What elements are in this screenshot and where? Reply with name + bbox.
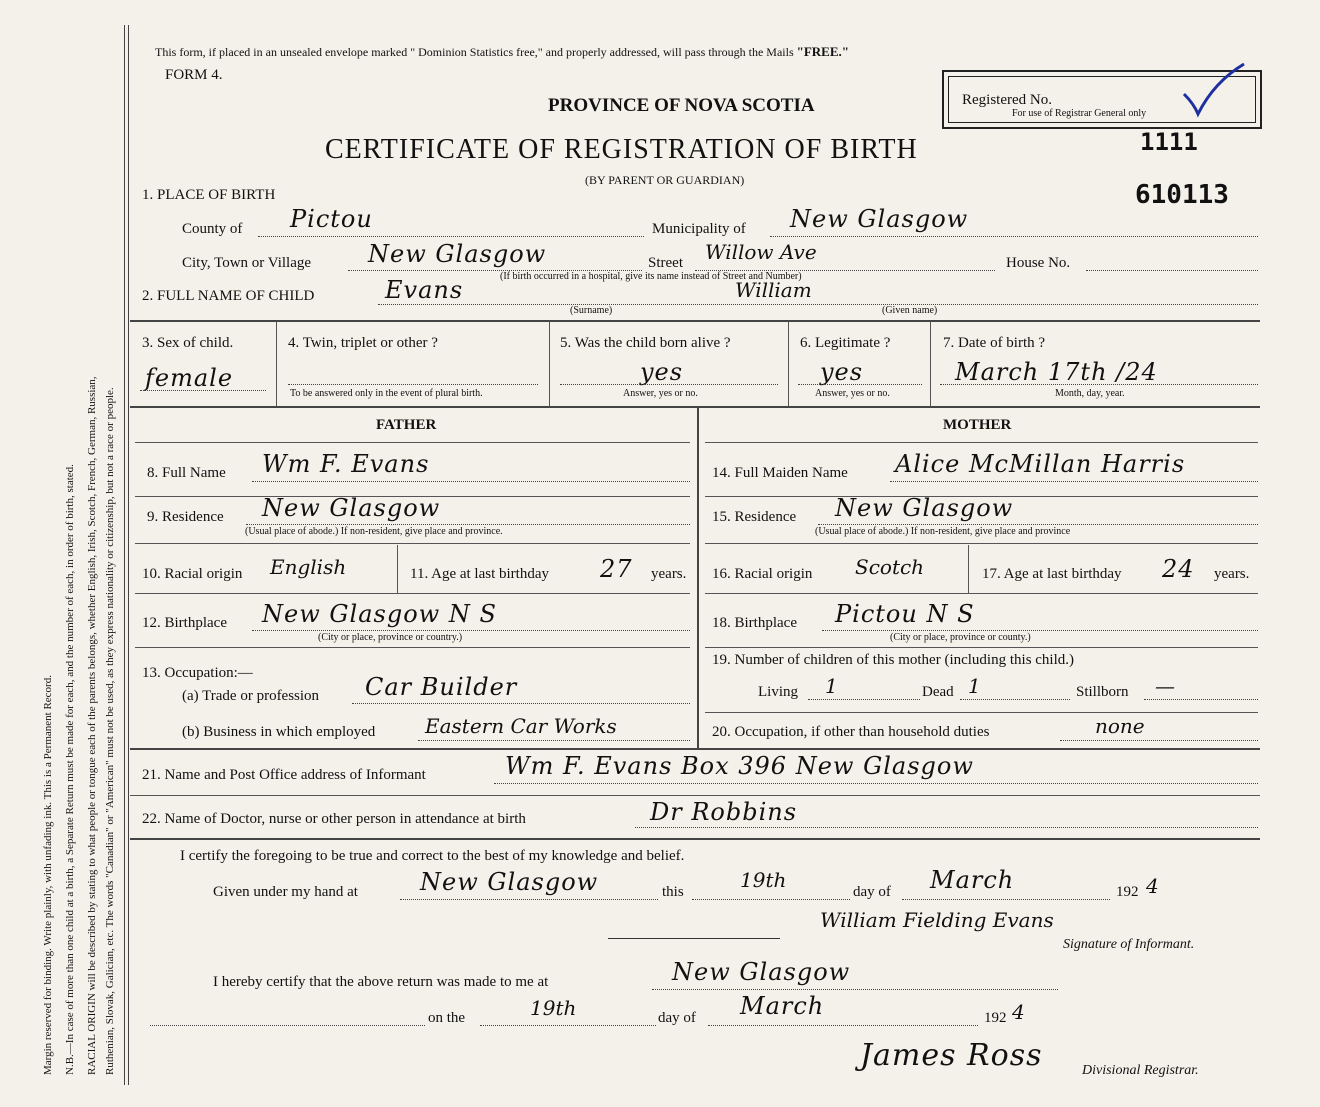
house-line [1086, 270, 1258, 271]
trade-label: (a) Trade or profession [182, 688, 320, 704]
registrar-signature: James Ross [860, 1038, 1043, 1073]
registrar-year-prefix: 192 [984, 1010, 1007, 1026]
father-residence: New Glasgow [262, 494, 441, 522]
father-heading: FATHER [376, 417, 437, 433]
mother-birthplace-label: 18. Birthplace [712, 615, 797, 631]
stillborn-label: Stillborn [1076, 684, 1129, 700]
mail-notice: This form, if placed in an unsealed envelope marked " Dominion Statistics free," and properly addressed, will pass through the Mails "FREE." [155, 44, 849, 59]
margin-note-binding: Margin reserved for binding. Write plainly, with unfading ink. This is a Permanent Record. [42, 675, 54, 1075]
surname-caption: (Surname) [570, 305, 613, 316]
mother-heading: MOTHER [943, 417, 1012, 433]
father-birthplace-label: 12. Birthplace [142, 615, 227, 631]
twin-label: 4. Twin, triplet or other ? [288, 335, 438, 351]
margin-note-racial-1: RACIAL ORIGIN will be described by stating to what people or tongue each of the parents belongs, whether English, Irish, Scotch, French, German, Russian, [86, 376, 98, 1075]
alive-value: yes [640, 358, 684, 386]
divider [130, 320, 1260, 322]
doctor-label: 22. Name of Doctor, nurse or other person in attendance at birth [142, 811, 526, 827]
registrar-year-suffix: 4 [1012, 1000, 1025, 1024]
margin-rule [124, 25, 125, 1085]
father-racial-label: 10. Racial origin [142, 566, 243, 582]
business-value: Eastern Car Works [425, 714, 617, 738]
margin-note-nb: N.B.—In case of more than one child at a birth, a Separate Return must be made for each, and the number of each, in order of birth, stated. [64, 464, 76, 1075]
father-birthplace-note: (City or place, province or country.) [318, 632, 463, 643]
stamp-top: 1111 [1140, 128, 1198, 156]
form-number: FORM 4. [165, 67, 223, 83]
this-label: this [662, 884, 684, 900]
municipality-label: Municipality of [652, 221, 746, 237]
father-years: years. [651, 566, 687, 582]
father-age: 27 [600, 555, 633, 583]
informant-value: Wm F. Evans Box 396 New Glasgow [505, 752, 974, 780]
legitimate-note: Answer, yes or no. [815, 388, 890, 399]
dead-value: 1 [968, 674, 981, 698]
registrar-day-of: day of [658, 1010, 696, 1026]
day-of-label: day of [853, 884, 891, 900]
county-value: Pictou [290, 205, 373, 233]
stillborn-value: — [1155, 674, 1175, 698]
mother-age: 24 [1162, 555, 1195, 583]
dob-note: Month, day, year. [1055, 388, 1125, 399]
dob-label: 7. Date of birth ? [943, 335, 1046, 351]
mother-occupation: none [1095, 714, 1145, 738]
stamp-number: 610113 [1135, 180, 1229, 210]
mother-name-label: 14. Full Maiden Name [712, 465, 848, 481]
alive-note: Answer, yes or no. [623, 388, 698, 399]
mother-years: years. [1214, 566, 1250, 582]
subtitle: (BY PARENT OR GUARDIAN) [585, 173, 745, 187]
informant-label: 21. Name and Post Office address of Informant [142, 767, 426, 783]
registrar-place: New Glasgow [672, 958, 851, 986]
doctor-value: Dr Robbins [650, 798, 798, 826]
trade-value: Car Builder [365, 673, 518, 701]
checkmark-icon [1180, 60, 1250, 120]
father-residence-note: (Usual place of abode.) If non-resident, give place and province. [245, 526, 503, 537]
street-label: Street [648, 255, 683, 271]
mother-residence-label: 15. Residence [712, 509, 797, 525]
living-label: Living [758, 684, 798, 700]
given-caption: (Given name) [882, 305, 938, 316]
on-the-label: on the [428, 1010, 466, 1026]
registrar-day: 19th [530, 996, 577, 1020]
street-note: (If birth occurred in a hospital, give its name instead of Street and Number) [500, 271, 802, 282]
certify-statement: I certify the foregoing to be true and correct to the best of my knowledge and belief. [180, 848, 685, 864]
father-age-label: 11. Age at last birthday [410, 566, 549, 582]
father-residence-label: 9. Residence [147, 509, 224, 525]
page-title: CERTIFICATE OF REGISTRATION OF BIRTH [325, 134, 918, 165]
father-racial: English [270, 555, 347, 579]
living-value: 1 [825, 674, 838, 698]
mother-birthplace-note: (City or place, province or county.) [890, 632, 1031, 643]
given-year-prefix: 192 [1116, 884, 1139, 900]
municipality-value: New Glasgow [790, 205, 969, 233]
sex-value: female [145, 364, 234, 392]
place-of-birth-label: 1. PLACE OF BIRTH [142, 187, 276, 203]
mother-racial: Scotch [855, 555, 925, 579]
street-value: Willow Ave [705, 240, 817, 264]
mother-birthplace: Pictou N S [835, 600, 975, 628]
mother-residence-note: (Usual place of abode.) If non-resident, give place and province [815, 526, 1071, 537]
dob-value: March 17th /24 [955, 358, 1158, 386]
alive-label: 5. Was the child born alive ? [560, 335, 731, 351]
house-label: House No. [1006, 255, 1071, 271]
mother-residence: New Glasgow [835, 494, 1014, 522]
county-label: County of [182, 221, 243, 237]
child-given: William [735, 278, 812, 302]
mother-age-label: 17. Age at last birthday [982, 566, 1122, 582]
business-label: (b) Business in which employed [182, 724, 376, 740]
child-name-line [378, 304, 1258, 305]
municipality-line [770, 236, 1258, 237]
occupation-label: 13. Occupation:— [142, 665, 253, 681]
given-place: New Glasgow [420, 868, 599, 896]
registrar-use-note: For use of Registrar General only [1012, 108, 1147, 119]
father-name: Wm F. Evans [262, 450, 430, 478]
registrar-statement: I hereby certify that the above return was made to me at [213, 974, 549, 990]
given-label: Given under my hand at [213, 884, 358, 900]
father-birthplace: New Glasgow N S [262, 600, 497, 628]
child-surname: Evans [385, 276, 464, 304]
registered-box [942, 70, 1262, 129]
signature-caption: Signature of Informant. [1063, 937, 1195, 952]
sex-label: 3. Sex of child. [142, 335, 234, 351]
registrar-month: March [740, 992, 825, 1020]
dead-label: Dead [922, 684, 954, 700]
twin-note: To be answered only in the event of plural birth. [290, 388, 483, 399]
child-name-label: 2. FULL NAME OF CHILD [142, 288, 315, 304]
margin-rule-2 [128, 25, 129, 1085]
given-year-suffix: 4 [1146, 874, 1159, 898]
informant-signature: William Fielding Evans [820, 908, 1054, 932]
legitimate-value: yes [820, 358, 864, 386]
mother-racial-label: 16. Racial origin [712, 566, 813, 582]
registered-no-label: Registered No. [962, 92, 1052, 108]
province-heading: PROVINCE OF NOVA SCOTIA [548, 95, 815, 116]
legitimate-label: 6. Legitimate ? [800, 335, 891, 351]
mother-occupation-label: 20. Occupation, if other than household duties [712, 724, 990, 740]
given-day: 19th [740, 868, 787, 892]
children-label: 19. Number of children of this mother (including this child.) [712, 652, 1075, 668]
city-label: City, Town or Village [182, 255, 312, 271]
given-month: March [930, 866, 1015, 894]
city-value: New Glasgow [368, 240, 547, 268]
margin-note-racial-2: Ruthenian, Slovak, Galician, etc. The words "Canadian" or "American" must not be used, as they express nationality or citizenship, but not a race or people. [104, 387, 116, 1075]
registrar-caption: Divisional Registrar. [1082, 1063, 1199, 1078]
father-name-label: 8. Full Name [147, 465, 226, 481]
county-line [258, 236, 644, 237]
mother-name: Alice McMillan Harris [895, 450, 1186, 478]
